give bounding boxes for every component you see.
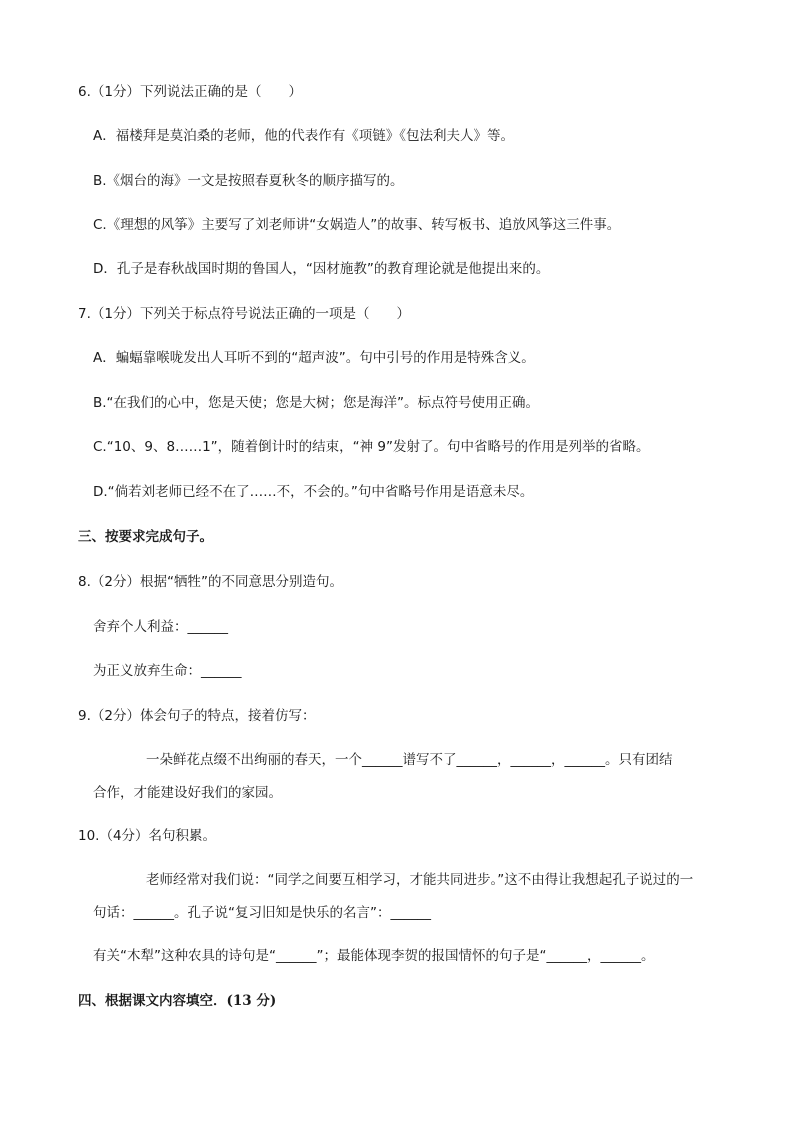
section-4-heading: 四、根据课文内容填空．(13 分): [78, 993, 277, 1009]
q10-line-3: 有关“木犁”这种农具的诗句是“______”；最能体现李贺的报国情怀的句子是“______，______。: [93, 948, 655, 964]
q7-option-b: B.“在我们的心中，您是天使；您是大树；您是海洋”。标点符号使用正确。: [93, 395, 540, 411]
q6-option-a: A．福楼拜是莫泊桑的老师，他的代表作有《项链》《包法利夫人》等。: [93, 128, 514, 144]
q7-stem: 7.（1分）下列关于标点符号说法正确的一项是（ ）: [78, 306, 410, 322]
q6-stem: 6.（1分）下列说法正确的是（ ）: [78, 84, 302, 100]
q6-option-b: B.《烟台的海》一文是按照春夏秋冬的顺序描写的。: [93, 173, 404, 189]
q10-line-1: 老师经常对我们说：“同学之间要互相学习，才能共同进步。”这不由得让我想起孔子说过的一: [146, 872, 694, 888]
section-3-heading: 三、按要求完成句子。: [78, 529, 213, 545]
q8-stem: 8.（2分）根据“牺牲”的不同意思分别造句。: [78, 574, 343, 590]
q8-line-2: 为正义放弃生命：______: [93, 663, 242, 679]
q8-line-1: 舍弃个人利益：______: [93, 619, 228, 635]
q10-line-2: 句话：______。孔子说“复习旧知是快乐的名言”：______: [93, 905, 431, 921]
q10-stem: 10.（4分）名句积累。: [78, 828, 217, 844]
q6-option-c: C.《理想的风筝》主要写了刘老师讲“女娲造人”的故事、转写板书、追放风筝这三件事。: [93, 217, 621, 233]
q7-option-c: C.“10、9、8……1”，随着倒计时的结束，“神 9”发射了。句中省略号的作用是列举的省略。: [93, 439, 650, 455]
q7-option-a: A．蝙蝠靠喉咙发出人耳听不到的“超声波”。句中引号的作用是特殊含义。: [93, 350, 535, 366]
q6-option-d: D．孔子是春秋战国时期的鲁国人，“因材施教”的教育理论就是他提出来的。: [93, 261, 550, 277]
q9-line-2: 合作，才能建设好我们的家园。: [93, 785, 282, 801]
q9-line-1: 一朵鲜花点缀不出绚丽的春天，一个______谱写不了______，______，______。只有团结: [146, 752, 673, 768]
q9-stem: 9.（2分）体会句子的特点，接着仿写：: [78, 708, 316, 724]
q7-option-d: D.“倘若刘老师已经不在了……不，不会的。”句中省略号作用是语意未尽。: [93, 484, 534, 500]
